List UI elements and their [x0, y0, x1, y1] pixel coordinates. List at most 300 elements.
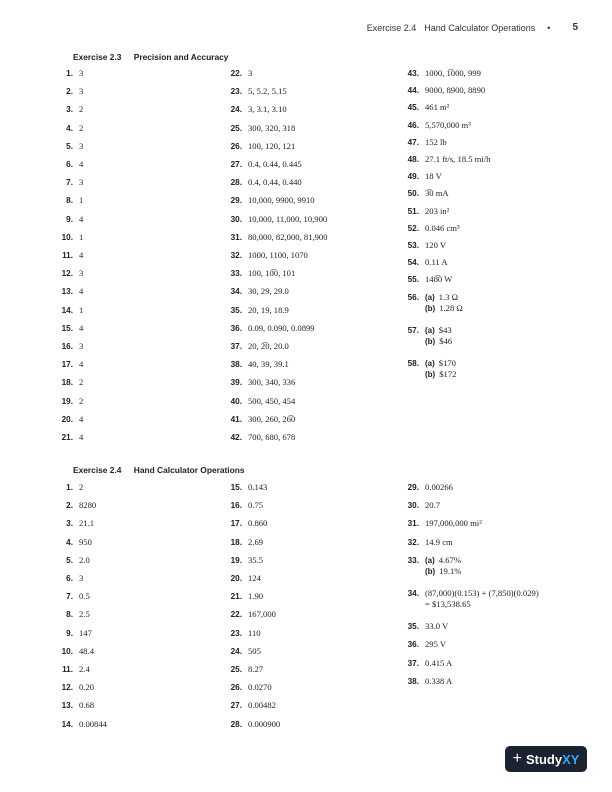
answer-part: [425, 292, 463, 303]
answer-value: 2: [79, 377, 84, 388]
answer-number: 35.: [407, 622, 419, 632]
answer-number: 14.: [61, 305, 73, 315]
answer-value: 3: [79, 140, 84, 151]
answer-value: 100, 10̅0, 101: [248, 268, 296, 279]
part-value: 1.28 Ω: [439, 302, 463, 313]
answer-item: [224, 500, 263, 511]
answer-value: 1.90: [248, 591, 264, 602]
answer-item: [55, 591, 90, 602]
answer-number: 49.: [407, 172, 419, 182]
answer-value: 1000, 1100, 1070: [248, 250, 308, 260]
answer-value: 27.1 ft/s, 18.5 mi/h: [425, 154, 491, 164]
answer-value: 30, 29, 29.0: [248, 286, 289, 297]
answer-number: 15.: [230, 483, 242, 492]
answer-part: [425, 566, 461, 577]
answer-value: 3: [79, 177, 84, 188]
answer-value: 3: [79, 268, 84, 279]
answer-item: [55, 609, 90, 620]
answer-item: [55, 323, 83, 334]
answer-item: [224, 159, 302, 170]
answer-number: 34.: [230, 287, 242, 297]
answer-number: 20.: [230, 574, 242, 583]
answer-value: 80,000, 82,000, 81,900: [248, 231, 328, 242]
header-section: Exercise 2.4: [366, 22, 417, 33]
answer-item: [55, 432, 83, 443]
part-value: $43: [438, 324, 452, 335]
answer-item: [55, 305, 83, 316]
answer-number: 14.: [61, 719, 73, 729]
answer-value: 4: [79, 322, 84, 333]
answer-item: [55, 700, 94, 711]
answer-value: 4: [79, 286, 84, 297]
answer-part: [425, 336, 452, 347]
answer-value: 2: [79, 482, 84, 492]
answer-number: 33.: [407, 555, 419, 565]
answer-part: [425, 369, 456, 380]
answer-value: 21.1: [79, 518, 95, 529]
part-value: $170: [438, 358, 456, 368]
answer-item: [401, 85, 485, 96]
answer-item: [224, 555, 263, 566]
answer-number: 28.: [230, 719, 242, 729]
answer-number: 10.: [61, 646, 73, 656]
logo-text: Study: [525, 751, 563, 767]
answer-number: 43.: [407, 69, 419, 78]
answer-number: 42.: [230, 433, 242, 442]
answer-number: 27.: [230, 160, 242, 169]
answer-item: [224, 537, 263, 548]
part-value: = $13,538.65: [425, 599, 471, 609]
answer-item: [224, 141, 295, 152]
answer-value: 950: [79, 536, 92, 547]
answer-item: [55, 573, 83, 584]
answer-value: 1000, 1̅000, 999: [425, 68, 481, 78]
answer-item: [224, 177, 302, 188]
answer-value: 0.5: [79, 591, 90, 602]
answer-item: [55, 537, 92, 548]
answer-value: 3, 3.1, 3.10: [248, 104, 287, 115]
running-header: [367, 22, 578, 33]
answer-item: [224, 719, 280, 730]
answer-number: 52.: [407, 223, 419, 233]
answer-value: 3: [79, 86, 84, 97]
part-value: 4.67%: [438, 554, 461, 565]
answer-item: [224, 359, 289, 370]
answer-value: 2: [79, 104, 84, 115]
answer-item: [401, 171, 442, 182]
answer-value: 120 V: [425, 240, 447, 250]
answer-number: 56.: [407, 292, 419, 302]
answer-value: 8.27: [248, 664, 264, 674]
answer-value: 2.4: [79, 664, 90, 674]
answer-item: [55, 646, 94, 657]
answer-item: [55, 396, 83, 407]
answer-item: [55, 123, 83, 134]
answer-item: [55, 414, 83, 425]
answer-number: 21.: [230, 592, 242, 602]
answer-value: 147: [79, 627, 92, 638]
answer-number: 36.: [230, 323, 242, 333]
answer-number: 47.: [407, 137, 419, 147]
section-title-2-4: [73, 465, 245, 475]
answer-number: 17.: [61, 360, 73, 370]
answer-item: [401, 292, 463, 314]
answer-item: [401, 274, 452, 285]
answer-value: 148̅0 W: [425, 274, 453, 285]
answer-item: [55, 341, 83, 352]
answer-item: [224, 682, 272, 693]
answer-value: 48.4: [79, 645, 95, 656]
answer-number: 34.: [407, 589, 419, 598]
answer-item: [224, 573, 261, 584]
answer-number: 8.: [66, 610, 73, 620]
answer-value: 0.860: [248, 518, 268, 529]
answer-item: [401, 240, 446, 251]
answer-value: 505: [248, 645, 261, 656]
answer-item: [401, 358, 456, 380]
answer-value: 4: [79, 159, 84, 169]
answer-number: 35.: [230, 305, 242, 315]
answer-item: [55, 104, 83, 115]
answer-number: 4.: [66, 537, 73, 547]
part-value: 1.3 Ω: [438, 291, 459, 302]
answer-item: [401, 658, 452, 669]
answer-value: 167,000: [248, 609, 276, 620]
answer-number: 11.: [62, 251, 73, 260]
answer-number: 13.: [61, 287, 73, 297]
answer-number: 30.: [407, 501, 419, 511]
answer-number: 8.: [66, 196, 73, 206]
answer-item: [401, 325, 452, 347]
answer-value: 0.20: [79, 682, 95, 693]
answer-item: [401, 500, 440, 511]
answer-item: [55, 359, 83, 370]
section-label: Exercise 2.3: [73, 52, 122, 62]
answer-value: 0.75: [248, 500, 264, 511]
answer-value: 100, 120, 121: [248, 140, 296, 151]
answer-value: 1: [79, 304, 84, 315]
answer-item: [224, 305, 289, 316]
answer-item: [224, 323, 315, 334]
answer-item: [224, 86, 287, 97]
answer-value: 2.69: [248, 536, 264, 547]
answer-number: 9.: [66, 628, 73, 638]
answer-value: 0.00266: [425, 482, 453, 492]
answer-item: [55, 518, 94, 529]
answer-number: 26.: [230, 683, 242, 693]
answer-number: 50.: [407, 189, 419, 199]
answer-item: [55, 664, 90, 675]
answer-value: 18 V: [425, 171, 442, 182]
answer-value: 461 m²: [425, 102, 450, 113]
answer-value: 0.4, 0.44, 0.440: [248, 177, 302, 188]
header-bullet: •: [547, 22, 551, 33]
answer-number: 27.: [230, 701, 242, 711]
answer-number: 39.: [230, 378, 242, 388]
answer-item: [224, 123, 295, 134]
answer-number: 12.: [61, 683, 73, 693]
answer-number: 3.: [66, 519, 73, 529]
answer-item: [224, 628, 261, 639]
part-value: (87,000)(0.153) + (7,850)(0.029): [425, 588, 539, 598]
part-value: $172: [439, 369, 457, 379]
answer-item: [224, 609, 276, 620]
answer-item: [55, 500, 96, 511]
answer-item: [55, 141, 83, 152]
answer-item: [401, 482, 453, 493]
answer-item: [55, 159, 83, 170]
answer-number: 45.: [407, 103, 419, 113]
part-label: (b): [425, 336, 436, 346]
part-label: (a): [425, 555, 435, 565]
answer-item: [401, 68, 481, 79]
answer-number: 38.: [407, 676, 419, 686]
answer-item: [55, 86, 83, 97]
answer-item: [401, 555, 461, 577]
answer-value: 0.11 A: [425, 257, 448, 268]
answer-item: [401, 257, 448, 268]
answer-number: 44.: [407, 86, 419, 96]
answer-number: 6.: [66, 574, 73, 583]
answer-number: 22.: [230, 69, 242, 78]
answer-number: 22.: [230, 610, 242, 620]
answer-item: [224, 396, 295, 407]
part-label: (b): [425, 566, 436, 576]
answer-item: [224, 432, 295, 443]
answer-number: 17.: [230, 519, 242, 529]
answer-number: 16.: [61, 342, 73, 351]
answer-item: [55, 177, 83, 188]
answer-value: 3̅0 mA: [425, 188, 449, 199]
part-value: 19.1%: [439, 565, 462, 576]
answer-value: 3: [79, 68, 84, 78]
answer-value: 0.00482: [248, 700, 276, 711]
answer-number: 1.: [66, 69, 73, 78]
page-number: 5: [572, 22, 578, 33]
answer-item: [224, 591, 263, 602]
answer-number: 31.: [230, 232, 242, 242]
answer-item: [55, 628, 92, 639]
answer-value: 20.7: [425, 500, 441, 511]
answer-number: 32.: [407, 537, 419, 547]
answer-value: 4: [79, 250, 84, 260]
answer-value: 295 V: [425, 639, 447, 650]
answer-value: 0.0270: [248, 682, 272, 693]
answer-value: 0.143: [248, 482, 268, 492]
answer-number: 55.: [407, 275, 419, 285]
answer-value: 5, 5.2, 5.15: [248, 86, 287, 97]
answer-item: [224, 268, 295, 279]
answer-number: 29.: [230, 196, 242, 206]
answer-item: [401, 537, 453, 548]
answer-value: 4: [79, 413, 84, 424]
answer-number: 12.: [61, 269, 73, 279]
answer-value: 20, 2̅0, 20.0: [248, 341, 289, 351]
answer-item: [224, 700, 276, 711]
answer-item: [55, 719, 107, 730]
part-label: (a): [425, 292, 435, 302]
answer-item: [401, 588, 539, 610]
answer-item: [55, 250, 83, 261]
answer-value: 33.0 V: [425, 621, 449, 632]
answer-number: 18.: [61, 378, 73, 388]
answer-item: [401, 188, 449, 199]
answer-value: 40, 39, 39.1: [248, 359, 289, 370]
answer-number: 57.: [407, 325, 419, 335]
answer-value: 5,570,000 m³: [425, 119, 471, 130]
answer-item: [224, 214, 327, 225]
part-label: (a): [425, 325, 435, 335]
answer-item: [55, 555, 90, 566]
answer-value: 110: [248, 627, 261, 638]
answer-item: [55, 682, 94, 693]
section-label: Exercise 2.4: [73, 465, 122, 475]
answer-value: 300, 260, 26̅0: [248, 413, 296, 424]
answer-value: 0.68: [79, 700, 95, 711]
answer-item: [224, 286, 289, 297]
answer-part: [425, 555, 461, 566]
answer-number: 24.: [230, 646, 242, 656]
answer-value: 4: [79, 359, 84, 370]
answer-value: 124: [248, 573, 261, 583]
answer-item: [55, 377, 83, 388]
answer-value: 300, 340, 336: [248, 377, 296, 388]
answer-item: [224, 104, 287, 115]
answer-item: [55, 232, 83, 243]
answer-number: 2.: [66, 87, 73, 97]
answer-number: 30.: [230, 214, 242, 224]
answer-number: 48.: [407, 155, 419, 164]
answer-number: 25.: [230, 665, 242, 674]
answer-item: [401, 518, 482, 529]
answer-value: 8280: [79, 500, 97, 511]
answer-number: 51.: [407, 206, 419, 216]
answer-number: 10.: [61, 232, 73, 242]
answer-value: 4: [79, 213, 84, 224]
answer-value: 2.0: [79, 554, 90, 565]
answer-value: 10,000, 9900, 9910: [248, 195, 315, 206]
part-label: (b): [425, 303, 436, 313]
plus-icon: +: [512, 750, 522, 767]
answer-item: [401, 102, 449, 113]
answer-number: 32.: [230, 251, 242, 260]
answer-value: 3: [79, 573, 84, 583]
answer-item: [224, 518, 267, 529]
answer-item: [401, 154, 490, 165]
answer-number: 2.: [66, 501, 73, 511]
answer-item: [55, 286, 83, 297]
answer-number: 7.: [66, 592, 73, 602]
answer-part: [425, 303, 463, 314]
answer-value: 152 lb: [425, 136, 447, 147]
answer-value: 0.09, 0.090, 0.0899: [248, 322, 315, 333]
part-label: (b): [425, 370, 436, 379]
answer-number: 18.: [230, 537, 242, 547]
answer-item: [224, 232, 328, 243]
answer-number: 33.: [230, 269, 242, 279]
answer-number: 3.: [66, 105, 73, 115]
answer-value: 4: [79, 432, 84, 442]
studyxy-logo: [505, 746, 587, 772]
answer-number: 29.: [407, 483, 419, 492]
section-name: Hand Calculator Operations: [133, 465, 245, 475]
answer-value: 10,000, 11,000, 10,900: [248, 213, 328, 224]
answer-number: 41.: [230, 414, 242, 424]
answer-item: [224, 414, 295, 425]
answer-value: 9000, 8900, 8890: [425, 85, 486, 96]
answer-number: 15.: [61, 323, 73, 333]
answer-number: 54.: [407, 258, 419, 268]
answer-value: 0.415 A: [425, 657, 453, 668]
answer-number: 5.: [66, 141, 73, 151]
answer-part: [425, 358, 456, 369]
answer-value: 35.5: [248, 554, 264, 565]
answer-value: 2.5: [79, 609, 90, 620]
answer-value: 3: [79, 341, 84, 351]
answer-value: 1: [79, 195, 84, 206]
answer-number: 16.: [230, 501, 242, 511]
answer-number: 23.: [230, 87, 242, 97]
answer-number: 38.: [230, 360, 242, 370]
answer-item: [401, 223, 460, 234]
answer-number: 5.: [66, 555, 73, 565]
answer-item: [401, 639, 446, 650]
answer-number: 23.: [230, 628, 242, 638]
answer-item: [224, 68, 252, 79]
header-title: Hand Calculator Operations: [424, 22, 536, 33]
answer-item: [224, 341, 289, 352]
answer-number: 26.: [230, 141, 242, 151]
answer-number: 46.: [407, 120, 419, 130]
answer-value: 0.00844: [79, 718, 107, 729]
answer-number: 37.: [230, 342, 242, 351]
answer-value: 2: [79, 122, 84, 133]
answer-value: 3: [248, 68, 253, 78]
answer-item: [224, 250, 308, 261]
answer-number: 19.: [230, 555, 242, 565]
answer-number: 11.: [62, 665, 73, 674]
answer-value: 20, 19, 18.9: [248, 304, 289, 315]
answer-number: 58.: [407, 359, 419, 368]
answer-item: [224, 646, 261, 657]
answer-item: [401, 621, 448, 632]
answer-part: [425, 325, 452, 336]
answer-number: 28.: [230, 178, 242, 188]
answer-number: 19.: [61, 396, 73, 406]
answer-value: 14.9 cm: [425, 536, 453, 547]
answer-number: 7.: [66, 178, 73, 188]
answer-number: 53.: [407, 241, 419, 250]
answer-number: 36.: [407, 640, 419, 650]
answer-value: 0.338 A: [425, 675, 453, 686]
answer-item: [224, 482, 267, 493]
answer-number: 40.: [230, 396, 242, 406]
answer-value: 0.000900: [248, 718, 281, 729]
answer-item: [55, 268, 83, 279]
answer-number: 24.: [230, 105, 242, 115]
answer-item: [55, 195, 83, 206]
answer-value: 0.4, 0.44, 0.445: [248, 159, 302, 169]
answer-item: [401, 676, 452, 687]
answer-item: [224, 195, 315, 206]
answer-number: 4.: [66, 123, 73, 133]
answer-number: 31.: [407, 519, 419, 529]
answer-part: [425, 599, 539, 610]
answer-item: [401, 137, 447, 148]
answer-part: [425, 588, 539, 599]
answer-value: 500, 450, 454: [248, 395, 296, 406]
answer-item: [224, 664, 263, 675]
